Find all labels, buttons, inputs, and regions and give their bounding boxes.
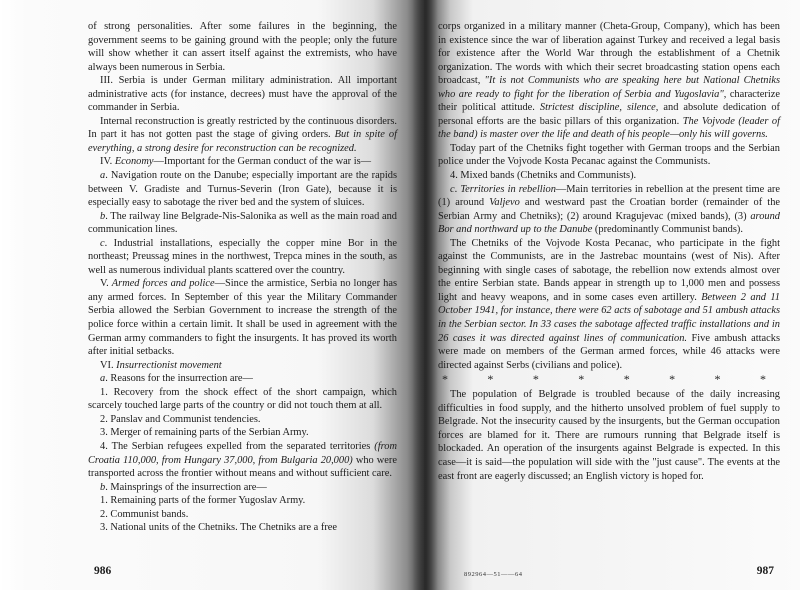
paragraph (88, 426, 397, 440)
text-run: V. (100, 278, 112, 290)
text-run: . (454, 183, 461, 195)
right-page-body-bottom (438, 388, 780, 483)
text-run: 1. Recovery from the shock effect of the short campaign, which scarcely touched large parts of the country or did not touch them at all. (88, 386, 397, 412)
paragraph (438, 20, 780, 142)
paragraph (438, 237, 780, 372)
text-run: of strong personalities. After some failures in the beginning, the government seems to be gaining ground with the people; only the future will show whether it can assert itself against the extremists, who have always been numerous in Serbia. (88, 21, 397, 73)
text-run: —Important for the German conduct of the war is— (153, 156, 372, 168)
print-code: 892964—51——64 (464, 571, 523, 578)
text-run: IV. (100, 156, 115, 168)
text-run: Today part of the Chetniks fight together with German troops and the Serbian police under the Vojvode Kosta Pecanac against the Communists. (438, 142, 780, 168)
text-run: III. Serbia is under German military administration. All important administrative acts (for instance, decrees) must have the approval of the commander in Serbia. (88, 75, 397, 114)
paragraph (88, 386, 397, 413)
right-page-text (438, 20, 780, 483)
paragraph (88, 359, 397, 373)
text-run: 3. National units of the Chetniks. The Chetniks are a free (100, 522, 338, 534)
italic-text-run: Territories in rebellion (460, 183, 556, 195)
right-page-body-top (438, 20, 780, 372)
separator-star: * (442, 372, 448, 387)
text-run: , characterize their political attitude. (438, 88, 780, 114)
text-run: who were transported across the frontier without means and without sufficient care. (88, 454, 397, 480)
separator-star: * (669, 372, 676, 387)
paragraph (88, 440, 397, 481)
paragraph (88, 210, 397, 237)
text-run: and absolute dedication of personal efforts are the basic pillars of this organization. (438, 102, 780, 127)
section-separator (438, 372, 780, 388)
left-page-number: 986 (94, 565, 112, 577)
italic-text-run: The Vojvode (leader of the band) is master over the life and death of his people—only his will governs. (438, 115, 780, 141)
italic-text-run: a (100, 170, 106, 182)
text-run: 4. Mixed bands (Chetniks and Communists). (450, 170, 637, 182)
paragraph (438, 388, 780, 483)
paragraph (88, 508, 397, 522)
text-run: . Industrial installations, especially the copper mine Bor in the northeast; Preussag mines in the northwest, Trepca mines in the south, as well as numerous individual plants scattered over the country. (88, 237, 397, 276)
left-page-text (88, 20, 397, 535)
text-run: . Navigation route on the Danube; especially important are the rapids between V. Gradiste and Turnus-Severin (Iron Gate), because it is especially easy to sabotage the river bed and the system of sluices. (88, 170, 397, 209)
paragraph (88, 372, 397, 386)
text-run: . The railway line Belgrade-Nis-Salonika as well as the main road and communication lines. (88, 210, 397, 236)
italic-text-run: But in spite of everything, a strong desire for reconstruction can be recognized. (88, 129, 397, 154)
book-gutter-shadow (412, 0, 438, 590)
italic-text-run: Valjevo (489, 197, 520, 209)
text-run: . Mainsprings of the insurrection are— (105, 481, 267, 493)
separator-star: * (759, 372, 766, 387)
italic-text-run: c (450, 183, 455, 195)
italic-text-run: (from Croatia 110,000, from Hungary 37,000, from Bulgaria 20,000) (88, 440, 397, 466)
text-run: 2. Panslav and Communist tendencies. (100, 413, 261, 425)
text-run: 3. Merger of remaining parts of the Serbian Army. (100, 427, 309, 439)
paragraph (88, 481, 397, 495)
italic-text-run: b (100, 210, 106, 222)
text-run: corps organized in a military manner (Cheta-Group, Company), which has been in existence since the war of liberation against Turkey and received a legal basis for existence after the World War through the establishment of a Chetnik organization. The words with which their secret broadcasting station opens each broadcast, (438, 21, 780, 87)
separator-star: * (578, 372, 585, 387)
italic-text-run: b (100, 481, 106, 493)
text-run: 1. Remaining parts of the former Yugoslav Army. (100, 495, 306, 507)
text-run: 4. The Serbian refugees expelled from the separated territories (100, 440, 375, 452)
italic-text-run: Between 2 and 11 October 1941, for instance, there were 62 acts of sabotage and 51 ambush attacks in the Serbian sector. In 33 cases the sabotage affected traffic installations and in 26 cases it was directed against lines of communication. (438, 291, 780, 344)
text-run: (predominantly Communist bands). (592, 224, 743, 236)
italic-text-run: a (100, 373, 106, 385)
separator-star: * (714, 372, 721, 387)
paragraph (88, 115, 397, 156)
right-page-number: 987 (756, 565, 774, 577)
text-run: 2. Communist bands. (100, 508, 189, 520)
italic-text-run: Armed forces and police (111, 278, 215, 290)
paragraph (438, 183, 780, 237)
paragraph (88, 20, 397, 74)
italic-text-run: "It is not Communists who are speaking here but National Chetniks who are ready to fight for the liberation of Serbia and Yugoslavia" (438, 75, 780, 100)
separator-star: * (487, 372, 494, 387)
text-run: and westward past the Croatian border (remainder of the Serbian Army and Chetniks); (2) around Kragujevac (mixed bands), (3) (438, 197, 780, 222)
paragraph (438, 169, 780, 183)
paragraph (88, 494, 397, 508)
text-run: The Chetniks of the Vojvode Kosta Pecanac, who participate in the fight against the Communists, are in the Jastrebac mountains (west of Nis). After beginning with single cases of sabotage, the rebellion now extends almost over the entire Serbian state. Bands appear in strength up to 1,000 men and possess light and heavy weapons, and in some cases even artillery. (438, 237, 780, 303)
text-run: . Reasons for the insurrection are— (105, 373, 253, 385)
paragraph (88, 155, 397, 169)
italic-text-run: around Bor and northward up to the Danube (438, 210, 780, 236)
italic-text-run: c (100, 237, 105, 249)
paragraph (438, 142, 780, 169)
text-run: The population of Belgrade is troubled because of the daily increasing difficulties in food supply, and the hitherto unsolved problem of fuel supply to Belgrade. Not the insecurity caused by the insurgents, but the German occupation forces are blamed for it. There are rumours running that Belgrade itself is blockaded. An operation of the insurgents against Belgrade is expected. In this case—it is said—the population will side with the "just cause". The events at the east front are eagerly discussed; an English victory is hoped for. (438, 389, 780, 482)
paragraph (88, 277, 397, 358)
text-run: Five ambush attacks were made on members of the German armed forces, while 46 attacks were directed against Serbs (civilians and police). (438, 332, 780, 371)
paragraph (88, 521, 397, 535)
italic-text-run: Economy (114, 156, 154, 168)
paragraph (88, 169, 397, 210)
text-run: Internal reconstruction is greatly restricted by the continuous disorders. In part it has not gotten past the stage of giving orders. (88, 115, 397, 141)
text-run: —Main territories in rebellion at the present time are (1) around (438, 183, 781, 209)
separator-star: * (623, 372, 630, 387)
italic-text-run: Insurrectionist movement (116, 359, 222, 371)
paragraph (88, 413, 397, 427)
paragraph (88, 237, 397, 278)
italic-text-run: Strictest discipline, silence, (539, 102, 659, 114)
right-page (424, 0, 800, 590)
paragraph (88, 74, 397, 115)
text-run: VI. (100, 359, 117, 371)
separator-star: * (532, 372, 539, 387)
text-run: —Since the armistice, Serbia no longer has any armed forces. In September of this year the Military Commander Serbia allowed the Serbian Government to increase the strength of the police force within a certain limit. It shall be used in agreement with the German army commanders to fight the insurgents. It has proved its worth after initial setbacks. (88, 278, 397, 358)
